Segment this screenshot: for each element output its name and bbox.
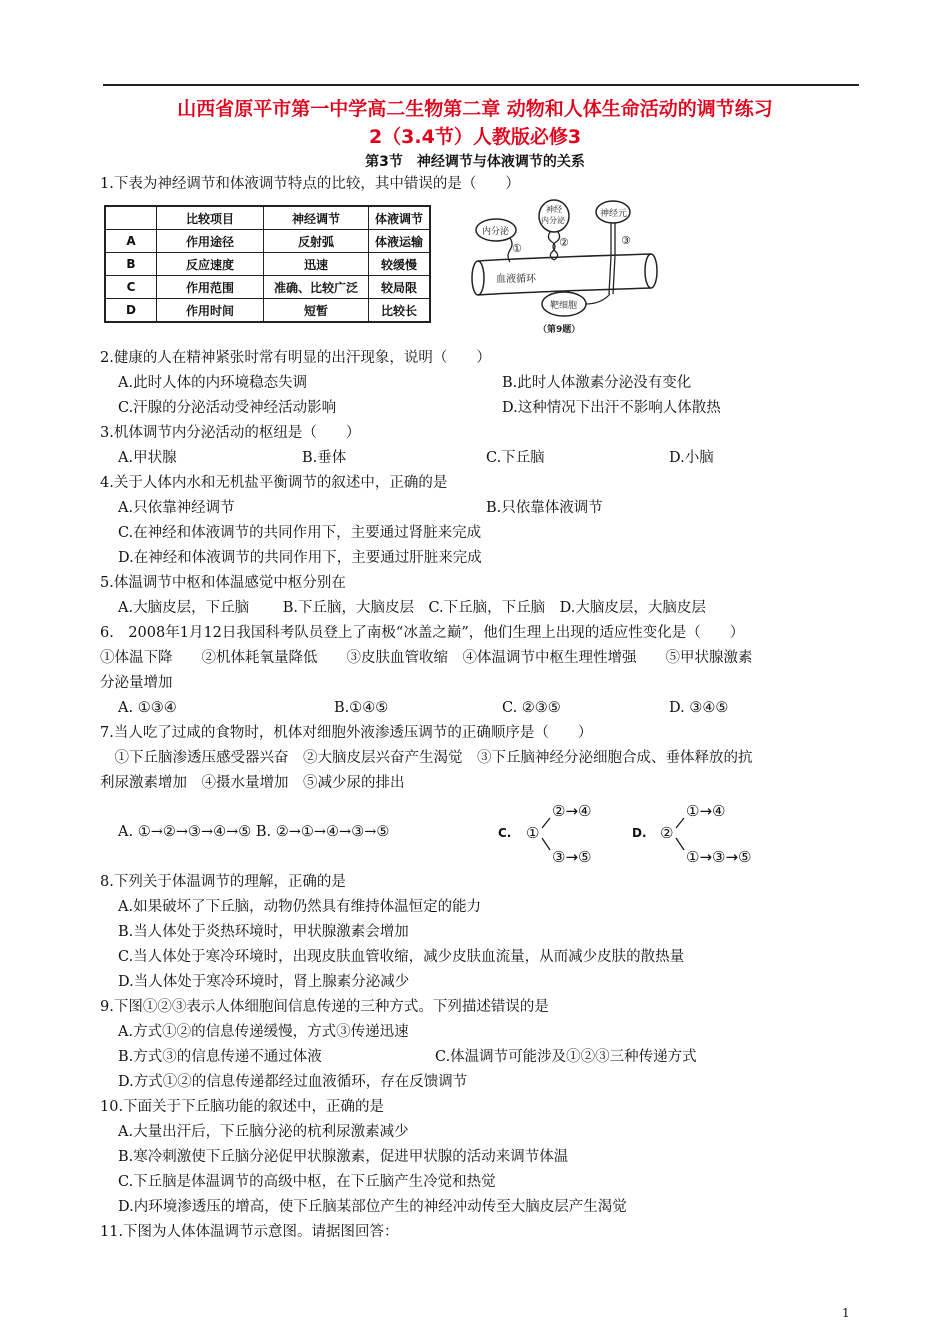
q2-option-c: C.汗腺的分泌活动受神经活动影响 xyxy=(118,400,337,416)
neurosecretory-label-b: 内分泌 xyxy=(541,216,565,225)
table-cell: 体液运输 xyxy=(369,230,431,253)
blood-circulation-label: 血液循环 xyxy=(496,274,536,285)
question-11: 11.下图为人体体温调节示意图。请据图回答： xyxy=(100,1224,399,1240)
table-cell: B xyxy=(105,253,157,276)
table-cell: 比较项目 xyxy=(157,206,264,230)
q7d-top: ①→④ xyxy=(686,802,726,820)
q3-option-b: B.垂体 xyxy=(302,450,347,466)
q6-option-d: D. ③④⑤ xyxy=(669,700,729,716)
marker-1: ① xyxy=(512,242,522,255)
q7c-label: C. xyxy=(498,826,512,840)
table-cell: 较局限 xyxy=(369,276,431,299)
q8-option-a: A.如果破坏了下丘脑，动物仍然具有维持体温恒定的能力 xyxy=(118,899,482,915)
table-row xyxy=(105,253,430,276)
question-10: 10.下面关于下丘脑功能的叙述中，正确的是 xyxy=(100,1099,385,1115)
table-cell: A xyxy=(105,230,157,253)
target-cell-label: 靶细胞 xyxy=(550,301,578,311)
question-6: 6. 2008年1月12日我国科考队员登上了南极“冰盖之巅”，他们生理上出现的适应性变化是（ ） xyxy=(100,625,745,641)
q7c-bottom: ③→⑤ xyxy=(552,848,592,866)
q2-option-b: B.此时人体激素分泌没有变化 xyxy=(502,375,692,391)
q7c-root: ① xyxy=(526,824,540,842)
figure-caption: （第9题） xyxy=(538,325,581,335)
q2-option-a: A.此时人体的内环境稳态失调 xyxy=(118,375,308,391)
question-3: 3.机体调节内分泌活动的枢纽是（ ） xyxy=(100,425,361,441)
q7-option-c-diagram xyxy=(496,798,616,868)
table-cell: C xyxy=(105,276,157,299)
q3-option-d: D.小脑 xyxy=(669,450,714,466)
q9-option-c: C.体温调节可能涉及①②③三种传递方式 xyxy=(435,1049,697,1065)
q7-option-d-diagram xyxy=(630,798,800,868)
question-9: 9.下图①②③表示人体细胞间信息传递的三种方式。下列描述错误的是 xyxy=(100,999,549,1015)
table-cell: 反射弧 xyxy=(264,230,369,253)
table-row xyxy=(105,276,430,299)
question-2: 2.健康的人在精神紧张时常有明显的出汗现象，说明（ ） xyxy=(100,350,491,366)
q6-option-a: A. ①③④ xyxy=(118,700,177,716)
header-rule xyxy=(103,84,859,86)
table-header-row xyxy=(105,206,430,230)
q4-option-c: C.在神经和体液调节的共同作用下，主要通过肾脏来完成 xyxy=(118,525,482,541)
table-cell: 作用途径 xyxy=(157,230,264,253)
q9-option-b: B.方式③的信息传递不通过体液 xyxy=(118,1049,322,1065)
page-number: 1 xyxy=(842,1306,850,1320)
table-cell: 作用范围 xyxy=(157,276,264,299)
q7-options-ab: A. ①→②→③→④→⑤ B. ②→①→④→③→⑤ xyxy=(118,824,390,840)
q3-option-c: C.下丘脑 xyxy=(486,450,545,466)
q10-option-a: A.大量出汗后，下丘脑分泌的杭利尿激素减少 xyxy=(118,1124,409,1140)
q3-option-a: A.甲状腺 xyxy=(118,450,177,466)
table-cell: 迅速 xyxy=(264,253,369,276)
q4-option-a: A.只依靠神经调节 xyxy=(118,500,235,516)
section-heading: 第3节 神经调节与体液调节的关系 xyxy=(365,154,585,170)
question-7: 7.当人吃了过咸的食物时，机体对细胞外液渗透压调节的正确顺序是（ ） xyxy=(100,725,593,741)
question-4: 4.关于人体内水和无机盐平衡调节的叙述中，正确的是 xyxy=(100,475,448,491)
signal-transmission-figure xyxy=(466,196,662,338)
neuron-label: 神经元 xyxy=(600,209,628,219)
marker-3: ③ xyxy=(621,234,631,247)
table-cell: 准确、比较广泛 xyxy=(264,276,369,299)
q7-items-cont: 利尿激素增加 ④摄水量增加 ⑤减少尿的排出 xyxy=(100,775,405,791)
q7d-label: D. xyxy=(632,826,647,840)
question-8: 8.下列关于体温调节的理解，正确的是 xyxy=(100,874,346,890)
q6-items-cont: 分泌量增加 xyxy=(100,675,173,691)
endocrine-label: 内分泌 xyxy=(482,227,510,237)
table-cell: 体液调节 xyxy=(369,206,431,230)
q8-option-c: C.当人体处于寒冷环境时，出现皮肤血管收缩，减少皮肤血流量，从而减少皮肤的散热量 xyxy=(118,949,685,965)
q2-option-d: D.这种情况下出汗不影响人体散热 xyxy=(502,400,721,416)
q7d-bottom: ①→③→⑤ xyxy=(686,848,752,866)
q9-option-a: A.方式①②的信息传递缓慢，方式③传递迅速 xyxy=(118,1024,409,1040)
table-cell: 神经调节 xyxy=(264,206,369,230)
q10-option-d: D.内环境渗透压的增高，使下丘脑某部位产生的神经冲动传至大脑皮层产生渴觉 xyxy=(118,1199,627,1215)
q8-option-b: B.当人体处于炎热环境时，甲状腺激素会增加 xyxy=(118,924,409,940)
q5-options: A.大脑皮层，下丘脑 B.下丘脑，大脑皮层 C.下丘脑，下丘脑 D.大脑皮层，大脑皮层 xyxy=(118,600,706,616)
doc-title-line1: 山西省原平市第一中学高二生物第二章 动物和人体生命活动的调节练习 xyxy=(177,98,773,120)
table-cell: 反应速度 xyxy=(157,253,264,276)
q6-option-b: B.①④⑤ xyxy=(334,700,389,716)
table-cell: 比较长 xyxy=(369,299,431,323)
table-cell: 较缓慢 xyxy=(369,253,431,276)
question-5: 5.体温调节中枢和体温感觉中枢分别在 xyxy=(100,575,346,591)
q7-items: ①下丘脑渗透压感受器兴奋 ②大脑皮层兴奋产生渴觉 ③下丘脑神经分泌细胞合成、垂体释放的抗 xyxy=(100,750,753,766)
table-cell: 短暂 xyxy=(264,299,369,323)
table-cell: D xyxy=(105,299,157,323)
q6-items: ①体温下降 ②机体耗氧量降低 ③皮肤血管收缩 ④体温调节中枢生理性增强 ⑤甲状腺激素 xyxy=(100,650,753,666)
comparison-table xyxy=(104,205,431,323)
q4-option-d: D.在神经和体液调节的共同作用下，主要通过肝脏来完成 xyxy=(118,550,482,566)
q9-option-d: D.方式①②的信息传递都经过血液循环，存在反馈调节 xyxy=(118,1074,468,1090)
table-cell xyxy=(105,206,157,230)
q7c-top: ②→④ xyxy=(552,802,592,820)
table-row xyxy=(105,299,430,323)
q8-option-d: D.当人体处于寒冷环境时，肾上腺素分泌减少 xyxy=(118,974,410,990)
question-1: 1.下表为神经调节和体液调节特点的比较，其中错误的是（ ） xyxy=(100,176,520,192)
q10-option-b: B.寒冷刺激使下丘脑分泌促甲状腺激素，促进甲状腺的活动来调节体温 xyxy=(118,1149,569,1165)
q10-option-c: C.下丘脑是体温调节的高级中枢，在下丘脑产生冷觉和热觉 xyxy=(118,1174,496,1190)
q7d-root: ② xyxy=(660,824,674,842)
doc-title-line2: 2（3.4节）人教版必修3 xyxy=(368,126,582,148)
neurosecretory-label-a: 神经 xyxy=(546,205,562,214)
marker-2: ② xyxy=(559,236,569,249)
q6-option-c: C. ②③⑤ xyxy=(502,700,561,716)
q4-option-b: B.只依靠体液调节 xyxy=(486,500,603,516)
table-row xyxy=(105,230,430,253)
table-cell: 作用时间 xyxy=(157,299,264,323)
